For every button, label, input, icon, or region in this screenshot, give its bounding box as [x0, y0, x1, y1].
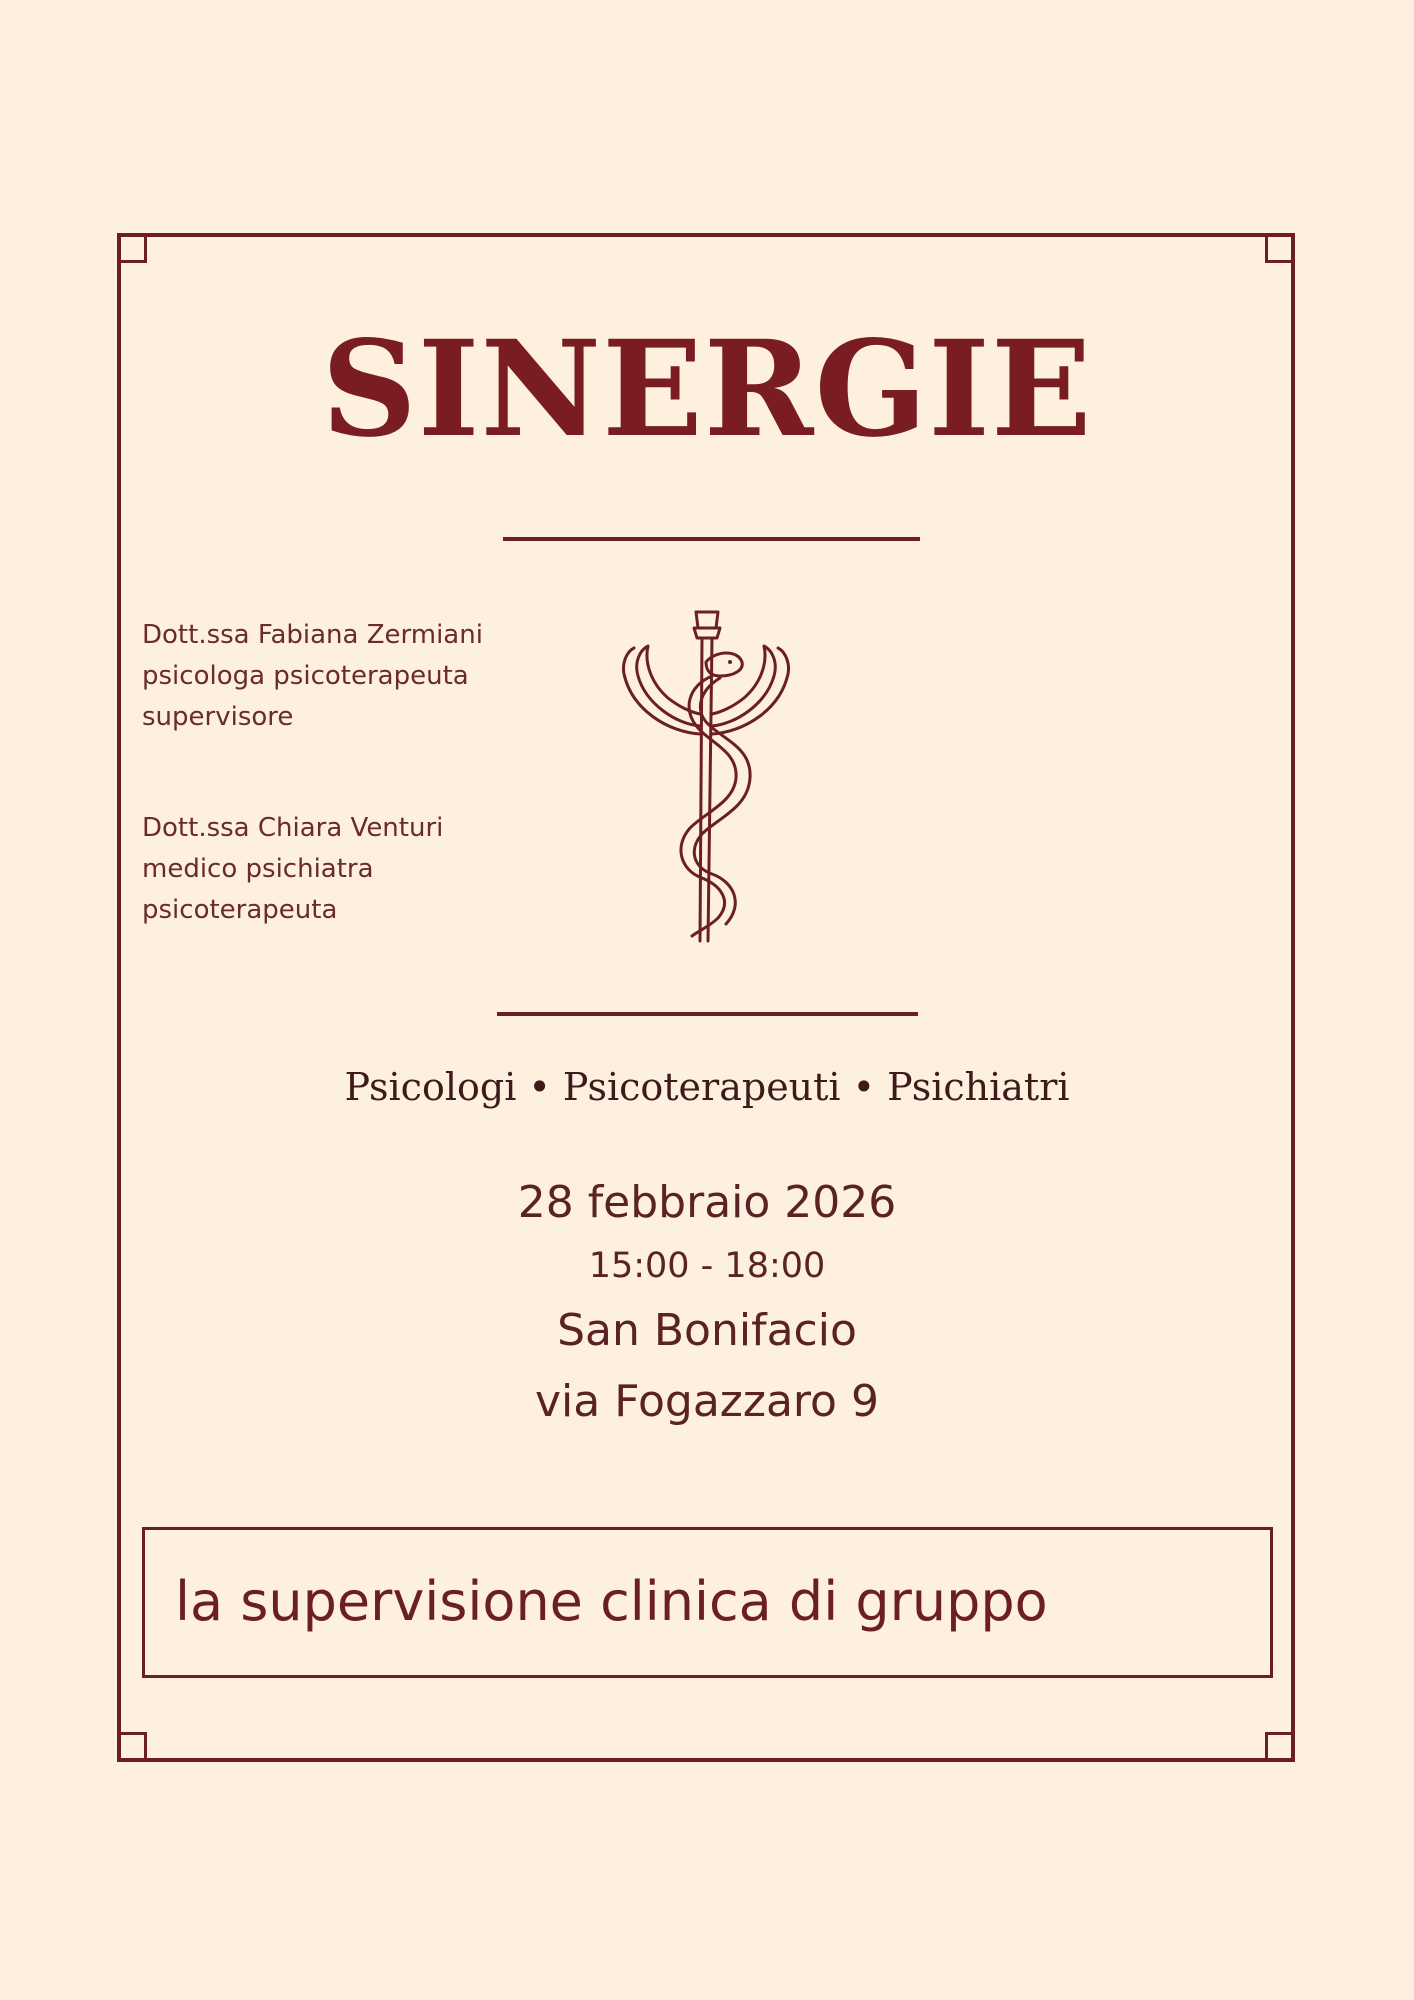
speaker-1-name: Dott.ssa Fabiana Zermiani	[142, 620, 483, 650]
tagline-box	[142, 1527, 1273, 1678]
event-time: 15:00 - 18:00	[588, 1246, 826, 1286]
frame-corner-top-right	[1265, 233, 1295, 263]
event-city: San Bonifacio	[557, 1305, 857, 1356]
frame-corner-bottom-left	[117, 1732, 147, 1762]
speaker-2-name: Dott.ssa Chiara Venturi	[142, 813, 444, 843]
section-divider	[497, 1012, 918, 1016]
page-title: SINERGIE	[321, 312, 1093, 467]
speaker-1	[142, 615, 483, 738]
speaker-2	[142, 808, 443, 931]
title-divider	[503, 537, 920, 541]
speaker-2-role: medico psichiatra	[142, 854, 374, 884]
speaker-2-role-2: psicoterapeuta	[142, 895, 338, 925]
tagline-text: la supervisione clinica di gruppo	[175, 1570, 1048, 1633]
speaker-1-role: psicologa psicoterapeuta	[142, 661, 469, 691]
frame-corner-top-left	[117, 233, 147, 263]
professions-line: Psicologi • Psicoterapeuti • Psichiatri	[344, 1065, 1070, 1109]
event-address: via Fogazzaro 9	[535, 1376, 879, 1427]
event-date: 28 febbraio 2026	[517, 1177, 897, 1228]
frame-corner-bottom-right	[1265, 1732, 1295, 1762]
caduceus-icon	[616, 606, 806, 946]
speaker-1-role-2: supervisore	[142, 702, 294, 732]
